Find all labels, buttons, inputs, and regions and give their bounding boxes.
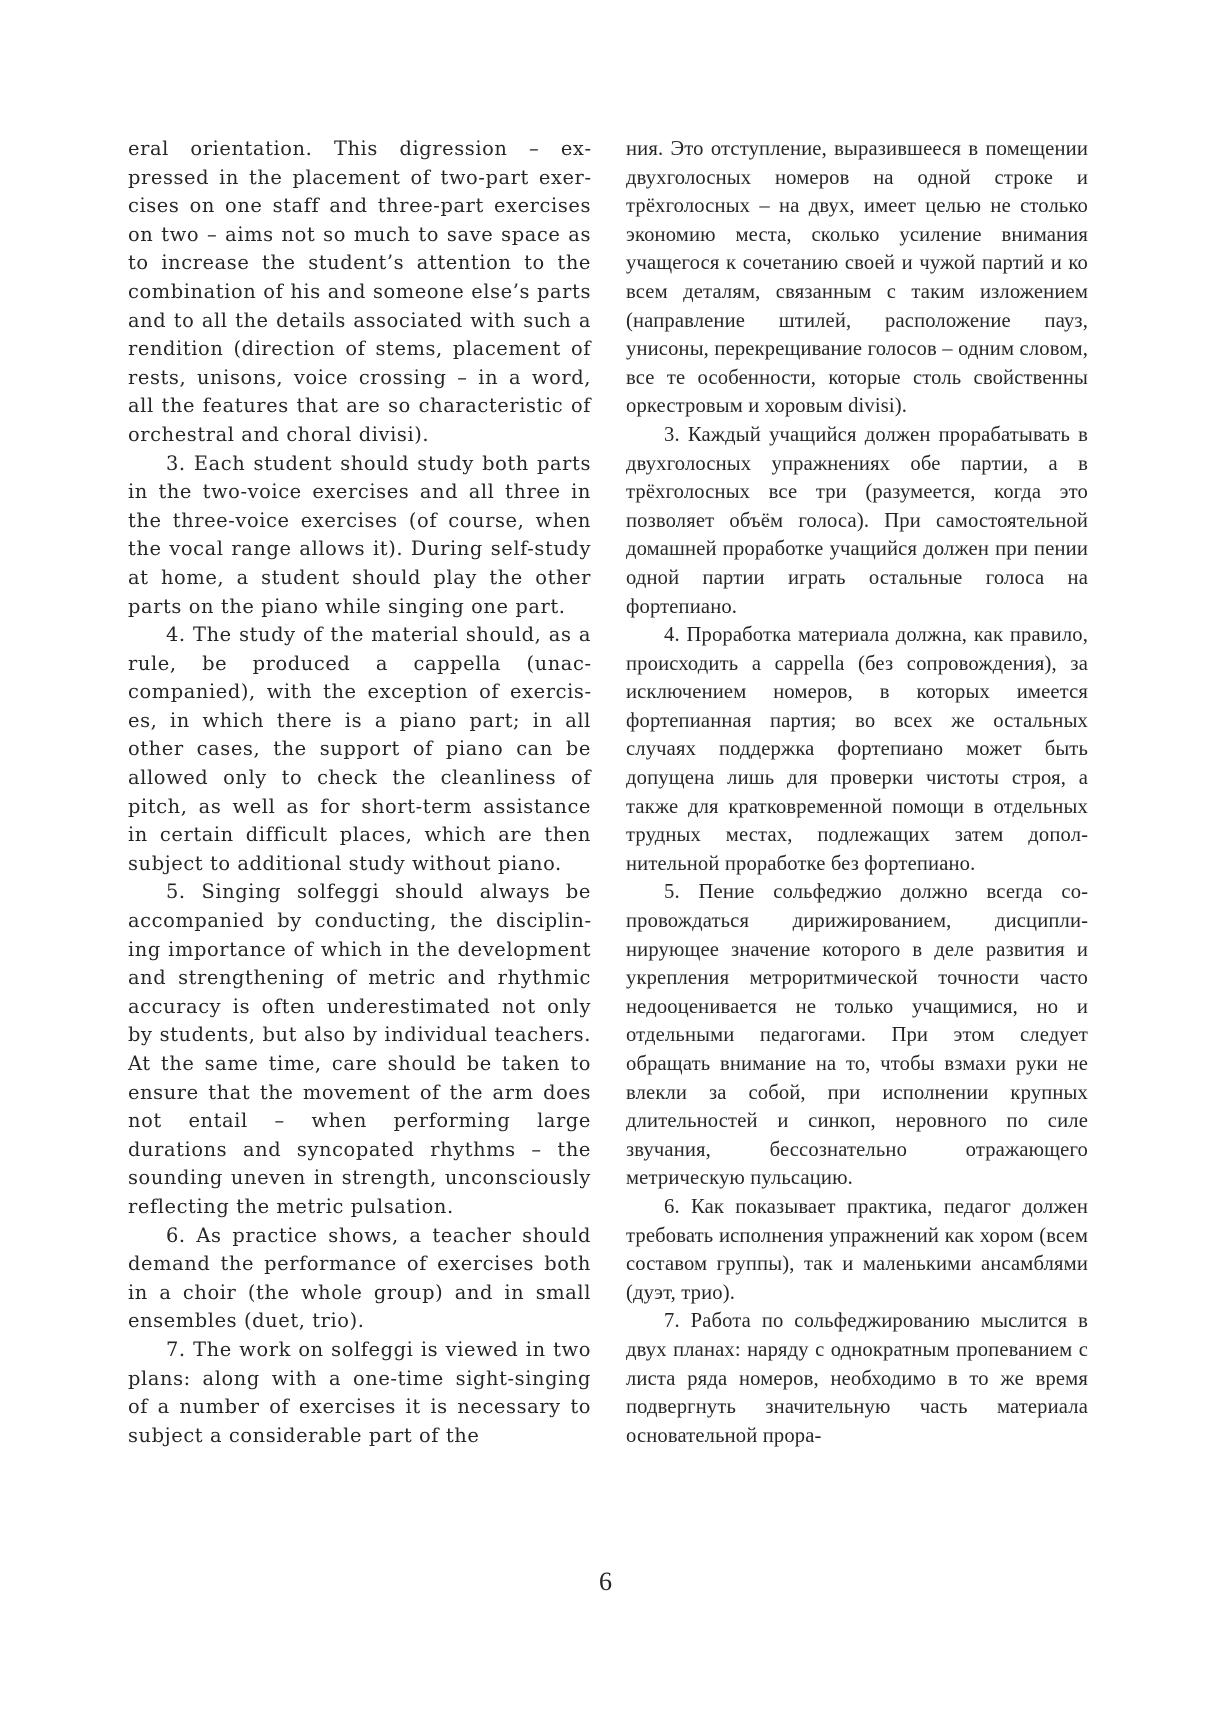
paragraph-en-item-6: 6. As practice shows, a teacher should demand the performance of exercises both in a choir (the whole group) and in small ensembles (duet, trio). (128, 1223, 591, 1333)
paragraph-en-item-4: 4. The study of the material should, as a rule, be produced a cappella (unaccompanied), with the exception of exercises, in which there is a piano part; in all other cases, the support of piano can be allowed only to check the cleanliness of pitch, as well as for short-term assistance in certain difficult places, which are then subject to additional study without piano. (128, 623, 591, 875)
english-text-column (128, 135, 591, 1450)
paragraph-en-item-7: 7. The work on solfeggi is viewed in two plans: along with a one-time sight-singing of a number of exercises it is necessary to subject a considerable part of the (128, 1337, 591, 1447)
paragraph-ru-item-4: 4. Проработка материала должна, как правило, происходить a cappella (без сопровождения), за исключением номеров, в которых имеется фортепианная партия; во всех же остальных случаях поддержка фортепиано может быть допущена лишь для проверки чистоты строя, а также для кратковременной помощи в отдельных трудных местах, подлежащих затем дополнительной проработке без фортепиано. (626, 624, 1088, 875)
paragraph-ru-item-6: 6. Как показывает практика, педагог должен требовать исполнения упражнений как хором (всем составом группы), так и маленькими ансамблями (дуэт, трио). (626, 1195, 1088, 1304)
paragraph-en-item-5: 5. Singing solfeggi should always be accompanied by conducting, the disciplining importance of which in the development and strengthening of metric and rhythmic accuracy is often underestimated not only by students, but also by individual teachers. At the same time, care should be taken to ensure that the movement of the arm does not entail – when performing large durations and syncopated rhythms – the sounding uneven in strength, unconsciously reflecting the metric pulsation. (128, 880, 591, 1218)
paragraph-ru-item-5: 5. Пение сольфеджио должно всегда сопровождаться дирижированием, дисциплинирующее значение которого в деле развития и укрепления метроритмической точности часто недооценивается не только учащимися, но и отдельными педагогами. При этом следует обращать внимание на то, чтобы взмахи руки не влекли за собой, при исполнении крупных длительностей и синкоп, неровного по силе звучания, бессознательно отражающего метрическую пульсацию. (626, 881, 1088, 1190)
paragraph-ru-continuation: ния. Это отступление, выразившееся в помещении двухголосных номеров на одной строке и трёхголосных – на двух, имеет целью не столько экономию места, сколько усиление внимания учащегося к сочетанию своей и чужой партий и ко всем деталям, связанным с таким изложением (направление штилей, расположение пауз, унисоны, перекрещивание голосов – одним словом, все те особенности, которые столь свойственны оркестровым и хоровым divisi). (626, 138, 1088, 418)
paragraph-en-item-3: 3. Each student should study both parts in the two-voice exercises and all three in the three-voice exercises (of course, when the vocal range allows it). During self-study at home, a student should play the other parts on the piano while singing one part. (128, 451, 591, 618)
russian-text-column (626, 135, 1088, 1450)
page-number: 6 (599, 1567, 612, 1596)
paragraph-ru-item-3: 3. Каждый учащийся должен прорабатывать в двухголосных упражнениях обе партии, а в трёхголосных все три (разумеется, когда это позволяет объём голоса). При самостоятельной домашней проработке учащийся должен при пении одной партии играть остальные голоса на фортепиано. (626, 423, 1088, 618)
paragraph-ru-item-7: 7. Работа по сольфеджированию мыслится в двух планах: наряду с однократным пропеванием с листа ряда номеров, необходимо в то же время подвергнуть значительную часть материала основательной прора- (626, 1310, 1088, 1447)
paragraph-en-continuation: eral orientation. This digression – expressed in the placement of two-part exercises on one staff and three-part exercises on two – aims not so much to save space as to increase the student’s attention to the combination of his and someone else’s parts and to all the details associated with such a rendition (direction of stems, placement of rests, unisons, voice crossing – in a word, all the features that are so characteristic of orchestral and choral divisi). (128, 137, 591, 446)
